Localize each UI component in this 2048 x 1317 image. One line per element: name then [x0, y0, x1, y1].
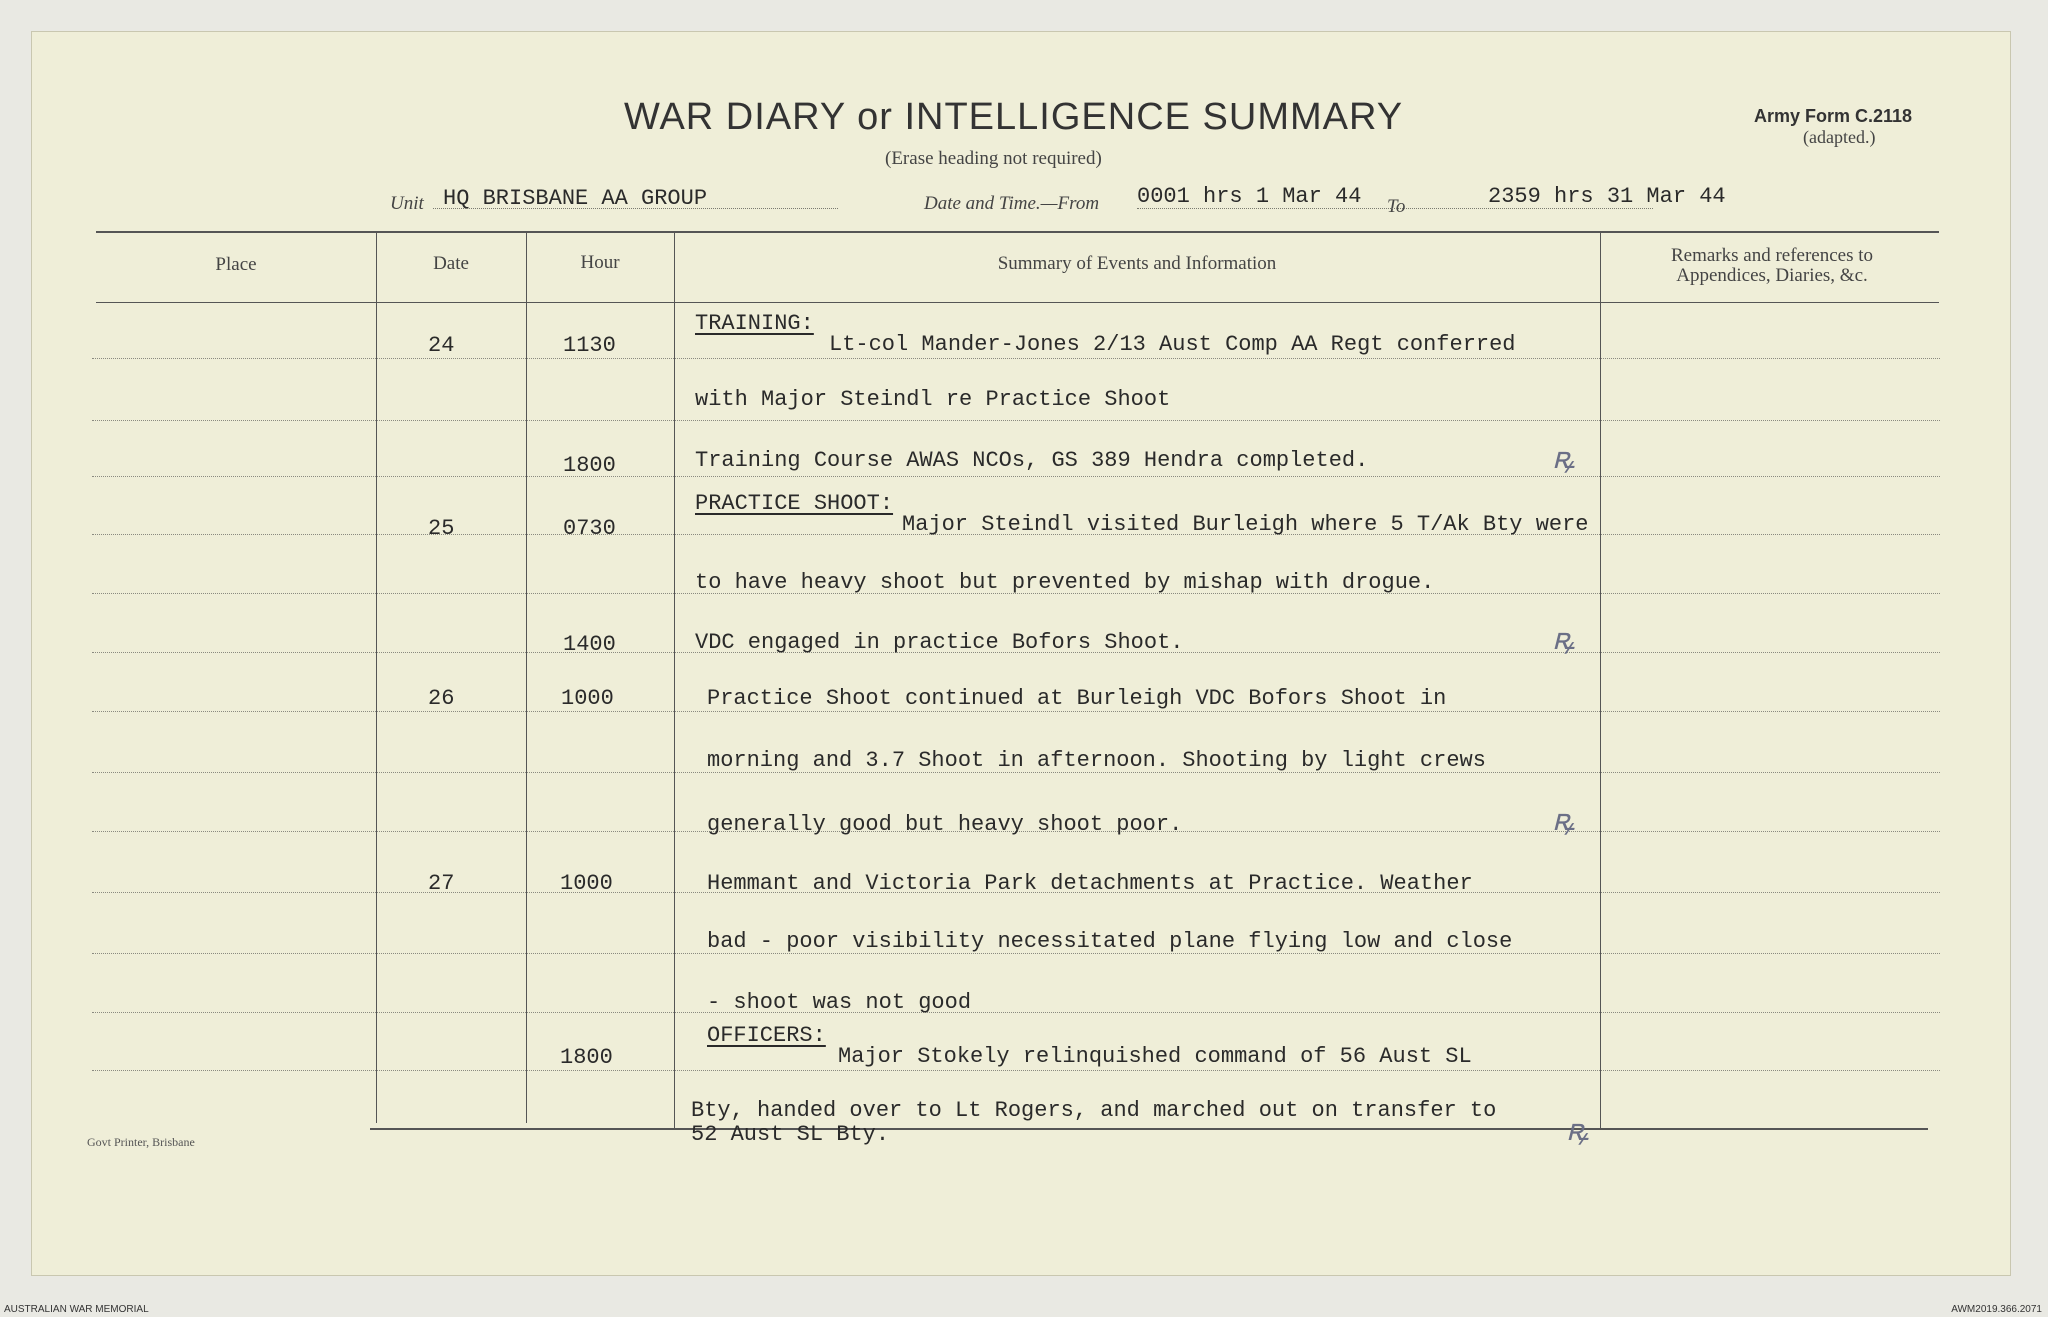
summary-line: Bty, handed over to Lt Rogers, and marched out on transfer to: [691, 1098, 1497, 1123]
summary-line: bad - poor visibility necessitated plane flying low and close: [707, 929, 1513, 954]
summary-line: Major Steindl visited Burleigh where 5 T/Ak Bty were: [902, 512, 1589, 537]
entry-hour: 1400: [563, 632, 616, 657]
summary-line: 52 Aust SL Bty.: [691, 1122, 890, 1147]
unit-label: Unit: [390, 193, 424, 214]
page-title: WAR DIARY or INTELLIGENCE SUMMARY: [624, 96, 1404, 138]
entry-date: 24: [428, 333, 455, 358]
summary-line: generally good but heavy shoot poor.: [707, 812, 1183, 837]
col-head-remarks: Remarks and references to Appendices, Diaries, &c.: [1670, 245, 1874, 286]
row-rule: [92, 358, 1940, 359]
to-value: 2359 hrs 31 Mar 44: [1488, 184, 1726, 209]
summary-line: with Major Steindl re Practice Shoot: [695, 387, 1171, 412]
col-divider-date: [526, 231, 527, 1123]
section-heading-practice-shoot: PRACTICE SHOOT:: [695, 491, 894, 516]
entry-hour: 0730: [563, 516, 616, 541]
col-head-summary: Summary of Events and Information: [997, 253, 1277, 274]
handwritten-initial: ꝶ: [1552, 441, 1575, 476]
summary-line: - shoot was not good: [707, 990, 972, 1015]
page-subtitle: (Erase heading not required): [885, 148, 1102, 169]
row-rule: [92, 1012, 1940, 1013]
col-head-place: Place: [215, 254, 257, 275]
to-label: To: [1387, 196, 1406, 217]
entry-date: 25: [428, 516, 455, 541]
form-note: (adapted.): [1803, 127, 1876, 147]
printer-imprint: Govt Printer, Brisbane: [87, 1135, 195, 1149]
from-value: 0001 hrs 1 Mar 44: [1137, 184, 1362, 209]
form-number: Army Form C.2118: [1754, 106, 1913, 126]
row-rule: [92, 1070, 1940, 1071]
summary-line: Hemmant and Victoria Park detachments at Practice. Weather: [707, 871, 1473, 896]
summary-line: Major Stokely relinquished command of 56 Aust SL: [838, 1044, 1472, 1069]
row-rule: [92, 711, 1940, 712]
unit-dotline: [433, 208, 838, 209]
col-divider-summary: [1600, 231, 1601, 1128]
row-rule: [92, 476, 1940, 477]
summary-line: Training Course AWAS NCOs, GS 389 Hendra completed.: [695, 448, 1369, 473]
summary-line: to have heavy shoot but prevented by mishap with drogue.: [695, 570, 1435, 595]
header-bottom-rule: [96, 302, 1939, 303]
entry-hour: 1800: [563, 453, 616, 478]
row-rule: [92, 420, 1940, 421]
handwritten-initial: ꝶ: [1552, 803, 1575, 838]
col-divider-place: [376, 231, 377, 1123]
entry-hour: 1800: [560, 1045, 613, 1070]
entry-hour: 1000: [560, 871, 613, 896]
section-heading-officers: OFFICERS:: [707, 1023, 826, 1048]
footer-right: AWM2019.366.2071: [1951, 1304, 2042, 1315]
entry-hour: 1130: [563, 333, 616, 358]
entry-date: 26: [428, 686, 455, 711]
section-heading-training: TRAINING:: [695, 311, 814, 336]
date-time-label: Date and Time.—From: [924, 193, 1100, 214]
handwritten-initial: ꝶ: [1566, 1113, 1589, 1148]
footer-left: AUSTRALIAN WAR MEMORIAL: [4, 1304, 149, 1315]
summary-line: morning and 3.7 Shoot in afternoon. Shooting by light crews: [707, 748, 1486, 773]
handwritten-initial: ꝶ: [1552, 622, 1575, 657]
summary-line: Lt-col Mander-Jones 2/13 Aust Comp AA Regt conferred: [829, 332, 1516, 357]
col-head-date: Date: [433, 253, 469, 274]
entry-date: 27: [428, 871, 455, 896]
table-top-rule: [96, 231, 1939, 233]
unit-value: HQ BRISBANE AA GROUP: [443, 186, 708, 211]
col-head-hour: Hour: [580, 252, 620, 273]
date-dotline: [1137, 208, 1653, 209]
col-divider-hour: [674, 231, 675, 1128]
table-bottom-rule: [370, 1128, 1928, 1130]
summary-line: Practice Shoot continued at Burleigh VDC Bofors Shoot in: [707, 686, 1447, 711]
entry-hour: 1000: [561, 686, 614, 711]
summary-line: VDC engaged in practice Bofors Shoot.: [695, 630, 1184, 655]
